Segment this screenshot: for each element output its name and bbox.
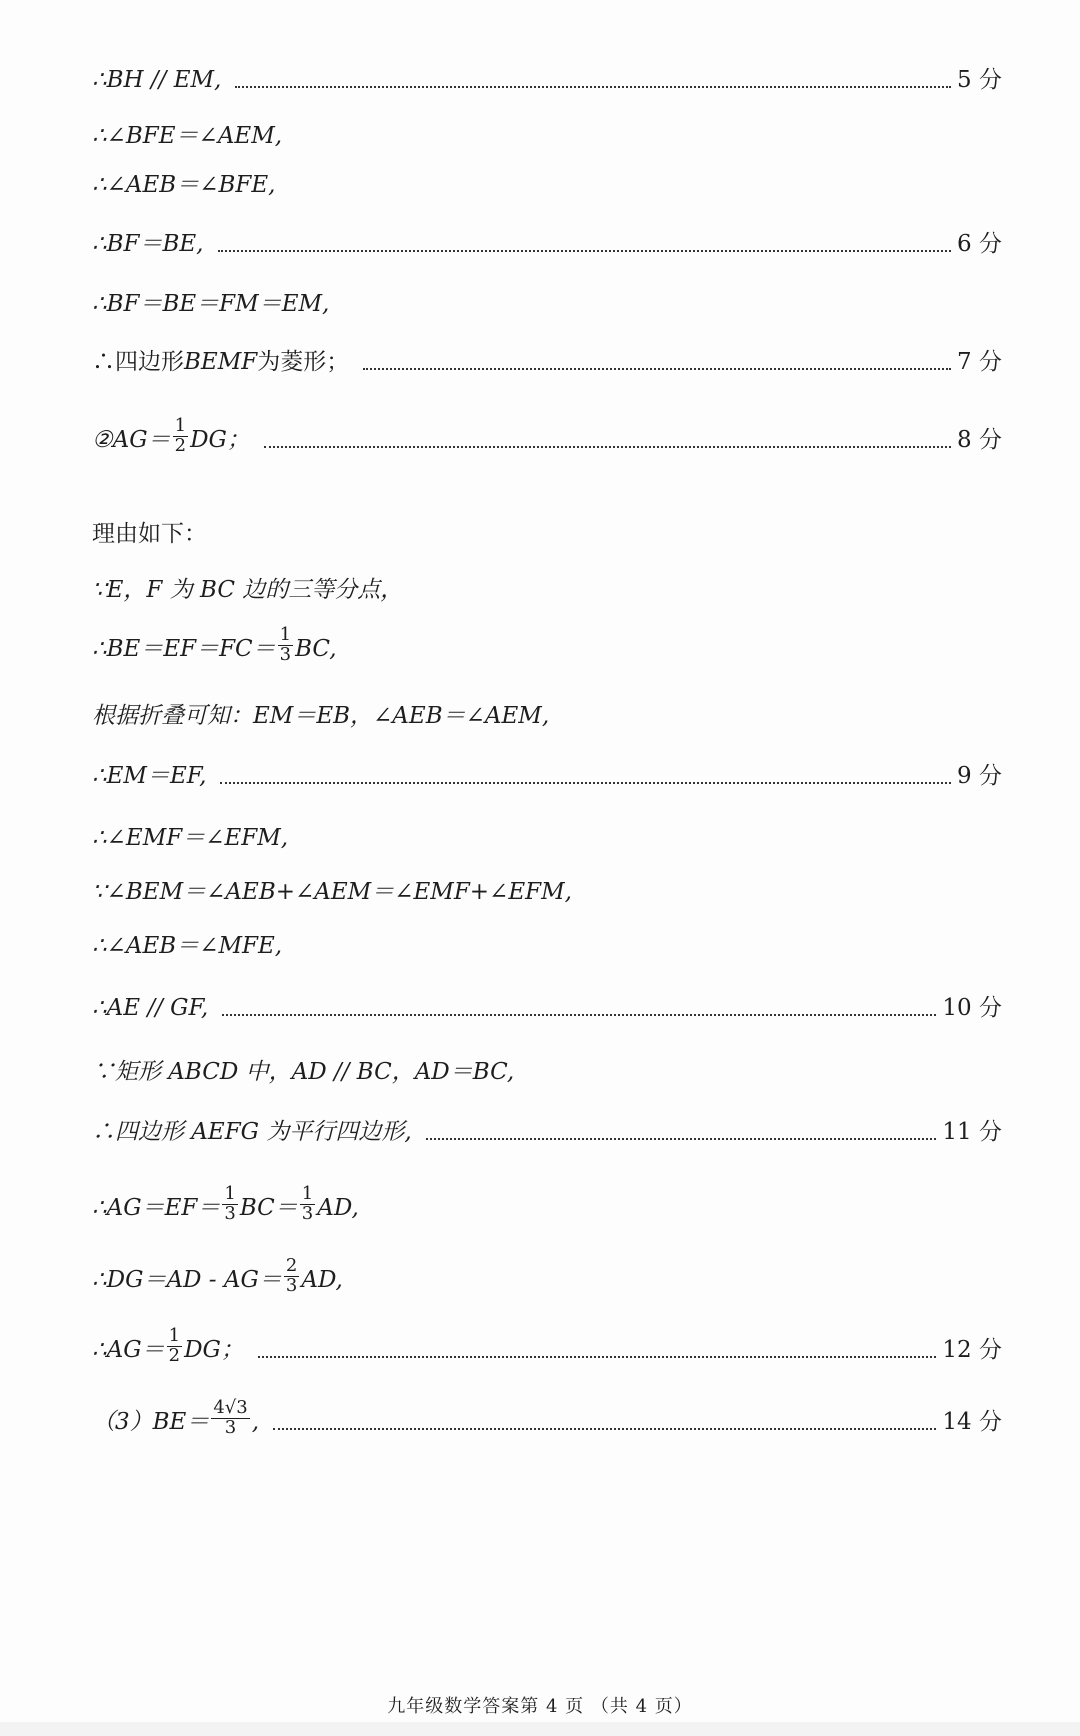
fraction: $\frac{2}{3}$ xyxy=(285,1255,298,1297)
page-bottom-edge xyxy=(0,1722,1080,1736)
solution-line: ∵E，F 为 BC 边的三等分点， xyxy=(92,577,404,603)
dot-leader xyxy=(220,782,951,784)
fraction: $\frac{1}{3}$ xyxy=(279,624,292,666)
solution-line: 根据折叠可知：EM＝EB，∠AEB＝∠AEM, xyxy=(92,703,550,729)
fraction: $\frac{4√3}{3}$ xyxy=(213,1397,248,1439)
fraction: $\frac{1}{3}$ xyxy=(224,1183,236,1225)
dot-leader xyxy=(264,446,951,448)
fraction: $\frac{1}{3}$ xyxy=(301,1183,314,1225)
dot-leader xyxy=(218,250,952,252)
dot-leader xyxy=(235,86,951,88)
page-footer: 九年级数学答案第 4 页 （共 4 页） xyxy=(387,1696,693,1717)
dot-leader xyxy=(273,1428,936,1430)
solution-line: 理由如下： xyxy=(92,521,207,547)
solution-line: ∴BF＝BE, 6 分 xyxy=(92,231,1002,257)
score-label: 5 分 xyxy=(957,67,1002,93)
solution-line: ∴四边形 BEMF 为菱形； 7 分 xyxy=(92,349,1002,375)
solution-line: ∵矩形 ABCD 中，AD // BC，AD＝BC, xyxy=(92,1059,515,1085)
solution-line: ∴EM＝EF, 9 分 xyxy=(92,763,1002,789)
solution-line: ②AG＝ $\frac{1}{2}$ DG； 8 分 xyxy=(92,415,1002,457)
dot-leader xyxy=(258,1356,937,1358)
score-label: 8 分 xyxy=(957,427,1002,453)
dot-leader xyxy=(363,368,951,370)
score-label: 9 分 xyxy=(957,763,1002,789)
solution-line: ∴BE＝EF＝FC＝ $\frac{1}{3}$ BC, xyxy=(92,624,337,666)
solution-line: ∴BF＝BE＝FM＝EM, xyxy=(92,291,330,317)
score-label: 6 分 xyxy=(957,231,1002,257)
dot-leader xyxy=(222,1014,936,1016)
score-label: 12 分 xyxy=(942,1337,1002,1363)
solution-line: ∴AE // GF, 10 分 xyxy=(92,995,1002,1021)
dot-leader xyxy=(426,1138,937,1140)
fraction: $\frac{1}{2}$ xyxy=(168,1325,181,1367)
solution-line: ∴四边形 AEFG 为平行四边形, 11 分 xyxy=(92,1119,1002,1145)
solution-line: ∴DG＝AD - AG＝ $\frac{2}{3}$ AD, xyxy=(92,1255,343,1297)
solution-line: ∴AG＝ $\frac{1}{2}$ DG； 12 分 xyxy=(92,1325,1002,1367)
score-label: 10 分 xyxy=(942,995,1002,1021)
fraction: $\frac{1}{2}$ xyxy=(174,415,187,457)
solution-line: （3）BE＝ $\frac{4√3}{3}$ , 14 分 xyxy=(92,1397,1002,1439)
score-label: 14 分 xyxy=(942,1409,1002,1435)
solution-line: ∴∠AEB＝∠BFE, xyxy=(92,172,276,198)
solution-line: ∴∠AEB＝∠MFE, xyxy=(92,933,283,959)
score-label: 7 分 xyxy=(957,349,1002,375)
solution-line: ∴∠EMF＝∠EFM, xyxy=(92,825,289,851)
solution-line: ∴BH // EM, 5 分 xyxy=(92,67,1002,93)
score-label: 11 分 xyxy=(942,1119,1002,1145)
solution-line: ∵∠BEM＝∠AEB+∠AEM＝∠EMF+∠EFM, xyxy=(92,879,572,905)
solution-line: ∴AG＝EF＝ $\frac{1}{3}$ BC＝ $\frac{1}{3}$ AD, xyxy=(92,1183,359,1225)
solution-line: ∴∠BFE＝∠AEM, xyxy=(92,123,283,149)
